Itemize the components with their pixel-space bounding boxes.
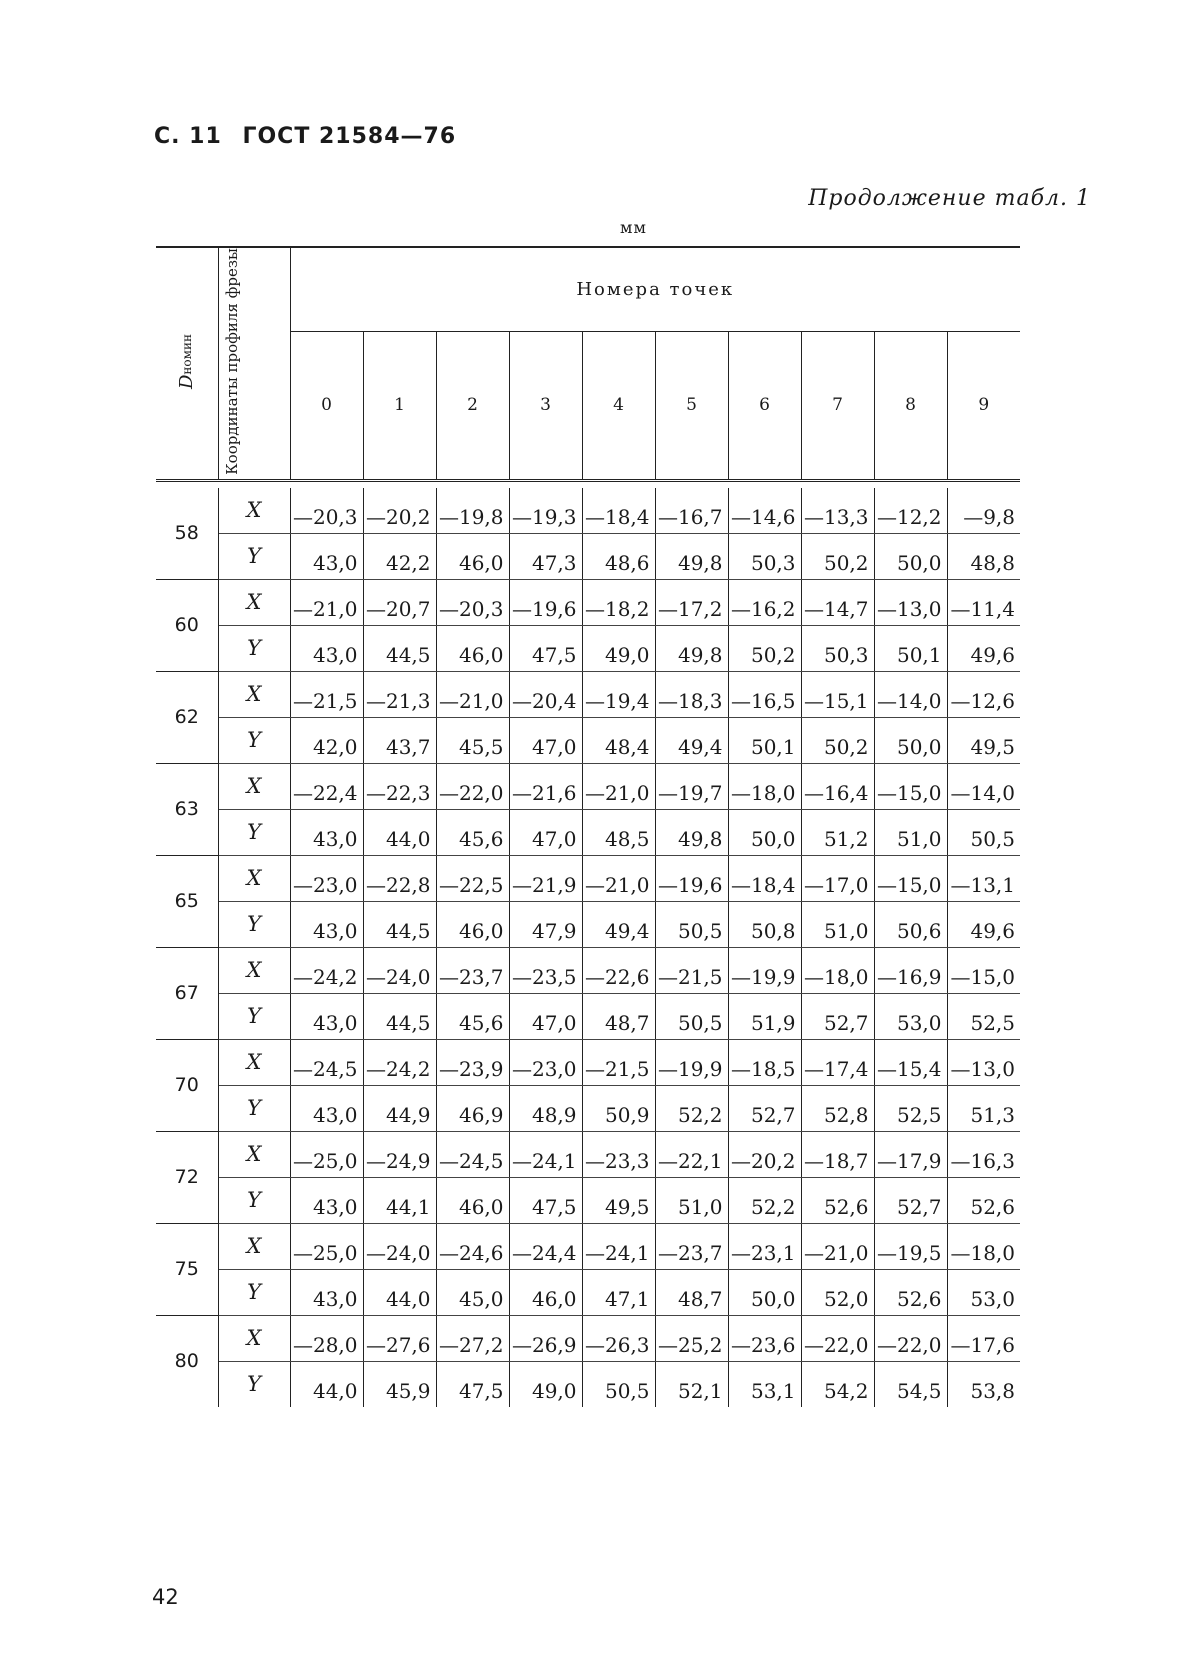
value-cell: 51,0 xyxy=(655,1177,728,1223)
value-cell: —17,4 xyxy=(801,1039,874,1085)
value-cell: —14,0 xyxy=(874,671,947,717)
value-cell: —18,0 xyxy=(801,947,874,993)
value-cell: —24,6 xyxy=(436,1223,509,1269)
value-cell: —16,5 xyxy=(728,671,801,717)
point-number-8: 8 xyxy=(874,331,947,480)
value-cell: —11,4 xyxy=(947,579,1020,625)
value-cell: —9,8 xyxy=(947,488,1020,534)
value-cell: 49,4 xyxy=(655,717,728,763)
value-cell: 44,0 xyxy=(363,809,436,855)
value-cell: —17,0 xyxy=(801,855,874,901)
value-cell: —14,6 xyxy=(728,488,801,534)
value-cell: —24,1 xyxy=(582,1223,655,1269)
value-cell: —28,0 xyxy=(290,1315,363,1361)
value-cell: 49,8 xyxy=(655,533,728,579)
value-cell: —24,2 xyxy=(290,947,363,993)
standard-code: ГОСТ 21584—76 xyxy=(242,124,457,149)
value-cell: —25,2 xyxy=(655,1315,728,1361)
value-cell: 47,1 xyxy=(582,1269,655,1315)
value-cell: —22,8 xyxy=(363,855,436,901)
value-cell: 44,0 xyxy=(363,1269,436,1315)
coordinate-axis-x: X xyxy=(218,671,290,717)
page-label: С. 11 xyxy=(154,124,222,149)
value-cell: —24,2 xyxy=(363,1039,436,1085)
value-cell: 46,0 xyxy=(436,625,509,671)
value-cell: 51,3 xyxy=(947,1085,1020,1131)
value-cell: 46,0 xyxy=(436,901,509,947)
value-cell: 45,5 xyxy=(436,717,509,763)
value-cell: 50,0 xyxy=(728,809,801,855)
value-cell: 50,2 xyxy=(801,533,874,579)
diameter-cell: 65 xyxy=(156,855,218,947)
value-cell: —18,5 xyxy=(728,1039,801,1085)
coordinate-axis-x: X xyxy=(218,1039,290,1085)
value-cell: —22,6 xyxy=(582,947,655,993)
value-cell: —17,9 xyxy=(874,1131,947,1177)
value-cell: 46,0 xyxy=(509,1269,582,1315)
value-cell: 47,5 xyxy=(509,1177,582,1223)
page-number: 42 xyxy=(152,1585,179,1609)
value-cell: —16,4 xyxy=(801,763,874,809)
value-cell: —14,0 xyxy=(947,763,1020,809)
table-row xyxy=(156,533,1020,579)
value-cell: 44,1 xyxy=(363,1177,436,1223)
value-cell: —17,2 xyxy=(655,579,728,625)
value-cell: 52,2 xyxy=(728,1177,801,1223)
value-cell: 53,0 xyxy=(874,993,947,1039)
coordinate-axis-y: Y xyxy=(218,1085,290,1131)
value-cell: —13,0 xyxy=(874,579,947,625)
value-cell: 52,6 xyxy=(947,1177,1020,1223)
value-cell: 52,1 xyxy=(655,1361,728,1407)
coordinate-axis-x: X xyxy=(218,763,290,809)
value-cell: 48,7 xyxy=(655,1269,728,1315)
coordinate-axis-y: Y xyxy=(218,1269,290,1315)
point-number-3: 3 xyxy=(509,331,582,480)
value-cell: —14,7 xyxy=(801,579,874,625)
point-number-2: 2 xyxy=(436,331,509,480)
value-cell: 50,5 xyxy=(582,1361,655,1407)
value-cell: 43,0 xyxy=(290,1269,363,1315)
value-cell: 47,0 xyxy=(509,809,582,855)
value-cell: 50,2 xyxy=(801,717,874,763)
value-cell: 49,6 xyxy=(947,901,1020,947)
value-cell: 42,0 xyxy=(290,717,363,763)
table-row xyxy=(156,1223,1020,1269)
value-cell: 53,0 xyxy=(947,1269,1020,1315)
value-cell: 50,8 xyxy=(728,901,801,947)
table-row xyxy=(156,625,1020,671)
value-cell: 46,0 xyxy=(436,533,509,579)
point-number-5: 5 xyxy=(655,331,728,480)
value-cell: —24,4 xyxy=(509,1223,582,1269)
value-cell: 53,1 xyxy=(728,1361,801,1407)
value-cell: 48,7 xyxy=(582,993,655,1039)
value-cell: 50,9 xyxy=(582,1085,655,1131)
value-cell: —13,0 xyxy=(947,1039,1020,1085)
value-cell: —15,0 xyxy=(874,855,947,901)
diameter-cell: 67 xyxy=(156,947,218,1039)
value-cell: —23,7 xyxy=(436,947,509,993)
value-cell: 47,5 xyxy=(509,625,582,671)
diameter-cell: 60 xyxy=(156,579,218,671)
value-cell: —24,0 xyxy=(363,947,436,993)
table-row xyxy=(156,579,1020,625)
table-row xyxy=(156,855,1020,901)
value-cell: 43,0 xyxy=(290,809,363,855)
value-cell: —16,3 xyxy=(947,1131,1020,1177)
value-cell: 43,7 xyxy=(363,717,436,763)
value-cell: —27,6 xyxy=(363,1315,436,1361)
coordinate-axis-y: Y xyxy=(218,533,290,579)
value-cell: 50,5 xyxy=(655,901,728,947)
value-cell: 50,6 xyxy=(874,901,947,947)
value-cell: —22,3 xyxy=(363,763,436,809)
value-cell: 49,0 xyxy=(509,1361,582,1407)
table-row xyxy=(156,488,1020,534)
value-cell: 44,5 xyxy=(363,625,436,671)
value-cell: 54,2 xyxy=(801,1361,874,1407)
value-cell: —23,3 xyxy=(582,1131,655,1177)
value-cell: 44,0 xyxy=(290,1361,363,1407)
value-cell: 44,5 xyxy=(363,901,436,947)
value-cell: —26,9 xyxy=(509,1315,582,1361)
value-cell: —21,6 xyxy=(509,763,582,809)
diameter-cell: 70 xyxy=(156,1039,218,1131)
value-cell: —22,1 xyxy=(655,1131,728,1177)
value-cell: —19,8 xyxy=(436,488,509,534)
value-cell: 51,2 xyxy=(801,809,874,855)
value-cell: 50,0 xyxy=(874,717,947,763)
value-cell: —20,2 xyxy=(728,1131,801,1177)
value-cell: 50,5 xyxy=(655,993,728,1039)
coordinate-axis-x: X xyxy=(218,488,290,534)
value-cell: 48,8 xyxy=(947,533,1020,579)
diameter-header xyxy=(156,247,218,480)
value-cell: 50,5 xyxy=(947,809,1020,855)
value-cell: 43,0 xyxy=(290,901,363,947)
value-cell: —21,3 xyxy=(363,671,436,717)
value-cell: 52,7 xyxy=(728,1085,801,1131)
value-cell: —22,5 xyxy=(436,855,509,901)
value-cell: —23,0 xyxy=(290,855,363,901)
table-continuation-note: Продолжение табл. 1 xyxy=(808,186,1091,211)
value-cell: —24,5 xyxy=(290,1039,363,1085)
value-cell: 45,9 xyxy=(363,1361,436,1407)
value-cell: 52,8 xyxy=(801,1085,874,1131)
value-cell: 49,5 xyxy=(582,1177,655,1223)
value-cell: —21,9 xyxy=(509,855,582,901)
value-cell: —19,6 xyxy=(509,579,582,625)
coordinate-axis-x: X xyxy=(218,1223,290,1269)
value-cell: —20,3 xyxy=(436,579,509,625)
value-cell: 49,5 xyxy=(947,717,1020,763)
value-cell: 45,6 xyxy=(436,809,509,855)
value-cell: —19,9 xyxy=(655,1039,728,1085)
value-cell: —20,7 xyxy=(363,579,436,625)
value-cell: —27,2 xyxy=(436,1315,509,1361)
value-cell: —21,0 xyxy=(436,671,509,717)
coordinate-header: Координаты профиля фрезы xyxy=(218,247,290,480)
value-cell: —25,0 xyxy=(290,1223,363,1269)
value-cell: —18,3 xyxy=(655,671,728,717)
table-row xyxy=(156,1361,1020,1407)
point-number-7: 7 xyxy=(801,331,874,480)
value-cell: —13,1 xyxy=(947,855,1020,901)
value-cell: 48,6 xyxy=(582,533,655,579)
value-cell: 44,9 xyxy=(363,1085,436,1131)
value-cell: 46,0 xyxy=(436,1177,509,1223)
value-cell: —17,6 xyxy=(947,1315,1020,1361)
value-cell: 47,9 xyxy=(509,901,582,947)
diameter-cell: 58 xyxy=(156,488,218,580)
value-cell: —19,9 xyxy=(728,947,801,993)
table-row xyxy=(156,763,1020,809)
value-cell: —18,4 xyxy=(728,855,801,901)
value-cell: 49,8 xyxy=(655,625,728,671)
value-cell: —18,2 xyxy=(582,579,655,625)
value-cell: 43,0 xyxy=(290,1085,363,1131)
coordinate-axis-y: Y xyxy=(218,993,290,1039)
value-cell: 49,0 xyxy=(582,625,655,671)
value-cell: —21,0 xyxy=(582,763,655,809)
value-cell: —23,7 xyxy=(655,1223,728,1269)
value-cell: —18,7 xyxy=(801,1131,874,1177)
value-cell: 47,5 xyxy=(436,1361,509,1407)
value-cell: —16,2 xyxy=(728,579,801,625)
coordinate-axis-x: X xyxy=(218,1315,290,1361)
value-cell: —22,0 xyxy=(874,1315,947,1361)
value-cell: 52,2 xyxy=(655,1085,728,1131)
diameter-cell: 62 xyxy=(156,671,218,763)
page-header xyxy=(154,124,468,149)
point-number-1: 1 xyxy=(363,331,436,480)
value-cell: —23,6 xyxy=(728,1315,801,1361)
value-cell: —24,9 xyxy=(363,1131,436,1177)
point-number-0: 0 xyxy=(290,331,363,480)
value-cell: 52,6 xyxy=(801,1177,874,1223)
value-cell: 48,5 xyxy=(582,809,655,855)
value-cell: 48,4 xyxy=(582,717,655,763)
table-row xyxy=(156,993,1020,1039)
table-row xyxy=(156,1177,1020,1223)
value-cell: —21,0 xyxy=(290,579,363,625)
value-cell: 49,4 xyxy=(582,901,655,947)
value-cell: —23,9 xyxy=(436,1039,509,1085)
coordinate-axis-y: Y xyxy=(218,901,290,947)
value-cell: —18,4 xyxy=(582,488,655,534)
value-cell: 52,7 xyxy=(874,1177,947,1223)
coordinate-axis-y: Y xyxy=(218,1361,290,1407)
value-cell: 50,0 xyxy=(874,533,947,579)
coordinate-axis-x: X xyxy=(218,579,290,625)
value-cell: 44,5 xyxy=(363,993,436,1039)
value-cell: —20,3 xyxy=(290,488,363,534)
table-row xyxy=(156,901,1020,947)
value-cell: —19,3 xyxy=(509,488,582,534)
value-cell: 53,8 xyxy=(970,1378,1015,1403)
diameter-cell: 75 xyxy=(156,1223,218,1315)
coordinate-axis-x: X xyxy=(218,947,290,993)
point-number-4: 4 xyxy=(582,331,655,480)
diameter-cell: 80 xyxy=(156,1315,218,1407)
value-cell: —24,0 xyxy=(363,1223,436,1269)
diameter-cell: 72 xyxy=(156,1131,218,1223)
value-cell: 52,6 xyxy=(874,1269,947,1315)
value-cell: 51,9 xyxy=(728,993,801,1039)
value-cell: —22,0 xyxy=(801,1315,874,1361)
table-row xyxy=(156,1085,1020,1131)
value-cell: 49,6 xyxy=(947,625,1020,671)
value-cell: —13,3 xyxy=(801,488,874,534)
value-cell: 50,3 xyxy=(728,533,801,579)
table-row xyxy=(156,671,1020,717)
table-row xyxy=(156,1039,1020,1085)
diameter-symbol: D xyxy=(175,374,197,389)
value-cell: 43,0 xyxy=(290,625,363,671)
coordinate-axis-y: Y xyxy=(218,625,290,671)
value-cell: —21,5 xyxy=(290,671,363,717)
value-cell: —25,0 xyxy=(290,1131,363,1177)
value-cell: 46,9 xyxy=(436,1085,509,1131)
value-cell: —21,5 xyxy=(582,1039,655,1085)
value-cell: —19,6 xyxy=(655,855,728,901)
value-cell: —20,2 xyxy=(363,488,436,534)
value-cell: 43,0 xyxy=(290,533,363,579)
table-row xyxy=(156,947,1020,993)
cutter-profile-table xyxy=(156,246,1020,1407)
value-cell: 43,0 xyxy=(290,993,363,1039)
coordinate-axis-y: Y xyxy=(218,1177,290,1223)
value-cell: —22,4 xyxy=(290,763,363,809)
value-cell: 54,5 xyxy=(874,1361,947,1407)
point-number-9: 9 xyxy=(947,331,1020,480)
table-row xyxy=(156,809,1020,855)
value-cell: 49,8 xyxy=(655,809,728,855)
value-cell: —23,0 xyxy=(509,1039,582,1085)
value-cell: 48,9 xyxy=(509,1085,582,1131)
value-cell: —15,1 xyxy=(801,671,874,717)
value-cell: 52,5 xyxy=(947,993,1020,1039)
point-numbers-header: Номера точек xyxy=(290,247,1020,331)
value-cell: —15,4 xyxy=(874,1039,947,1085)
coordinate-axis-y: Y xyxy=(218,809,290,855)
value-cell: —24,1 xyxy=(509,1131,582,1177)
value-cell: —15,0 xyxy=(947,947,1020,993)
value-cell: —16,9 xyxy=(874,947,947,993)
value-cell: —21,5 xyxy=(655,947,728,993)
value-cell: —23,1 xyxy=(728,1223,801,1269)
value-cell: 50,1 xyxy=(874,625,947,671)
table-row xyxy=(156,717,1020,763)
value-cell: 50,2 xyxy=(728,625,801,671)
table-body xyxy=(156,480,1020,1407)
value-cell: 50,1 xyxy=(728,717,801,763)
value-cell: —15,0 xyxy=(874,763,947,809)
value-cell: 42,2 xyxy=(363,533,436,579)
value-cell: 51,0 xyxy=(801,901,874,947)
table-row xyxy=(156,1269,1020,1315)
unit-label: мм xyxy=(620,218,647,237)
value-cell: —21,0 xyxy=(582,855,655,901)
value-cell: 50,0 xyxy=(728,1269,801,1315)
diameter-subscript: номин xyxy=(179,333,194,375)
value-cell: —20,4 xyxy=(509,671,582,717)
value-cell: 45,0 xyxy=(436,1269,509,1315)
value-cell: —24,5 xyxy=(436,1131,509,1177)
value-cell: 47,0 xyxy=(509,993,582,1039)
value-cell: —19,7 xyxy=(655,763,728,809)
coordinate-axis-x: X xyxy=(218,1131,290,1177)
value-cell: 45,6 xyxy=(436,993,509,1039)
value-cell: —21,0 xyxy=(801,1223,874,1269)
value-cell: —16,7 xyxy=(655,488,728,534)
table-row xyxy=(156,1315,1020,1361)
point-number-6: 6 xyxy=(728,331,801,480)
value-cell: 47,0 xyxy=(509,717,582,763)
value-cell: —12,2 xyxy=(874,488,947,534)
value-cell: 43,0 xyxy=(290,1177,363,1223)
coordinate-axis-x: X xyxy=(218,855,290,901)
value-cell: 52,0 xyxy=(801,1269,874,1315)
value-cell: 47,3 xyxy=(509,533,582,579)
value-cell: 50,3 xyxy=(801,625,874,671)
value-cell: 51,0 xyxy=(874,809,947,855)
value-cell: —12,6 xyxy=(947,671,1020,717)
value-cell: —23,5 xyxy=(509,947,582,993)
value-cell: —19,5 xyxy=(874,1223,947,1269)
value-cell: —26,3 xyxy=(582,1315,655,1361)
coordinate-axis-y: Y xyxy=(218,717,290,763)
profile-table-wrapper xyxy=(156,246,1020,1407)
value-cell: —19,4 xyxy=(582,671,655,717)
value-cell: 52,7 xyxy=(801,993,874,1039)
value-cell: —18,0 xyxy=(947,1223,1020,1269)
diameter-cell: 63 xyxy=(156,763,218,855)
value-cell: 52,5 xyxy=(874,1085,947,1131)
value-cell: —22,0 xyxy=(436,763,509,809)
table-row xyxy=(156,1131,1020,1177)
value-cell: —18,0 xyxy=(728,763,801,809)
